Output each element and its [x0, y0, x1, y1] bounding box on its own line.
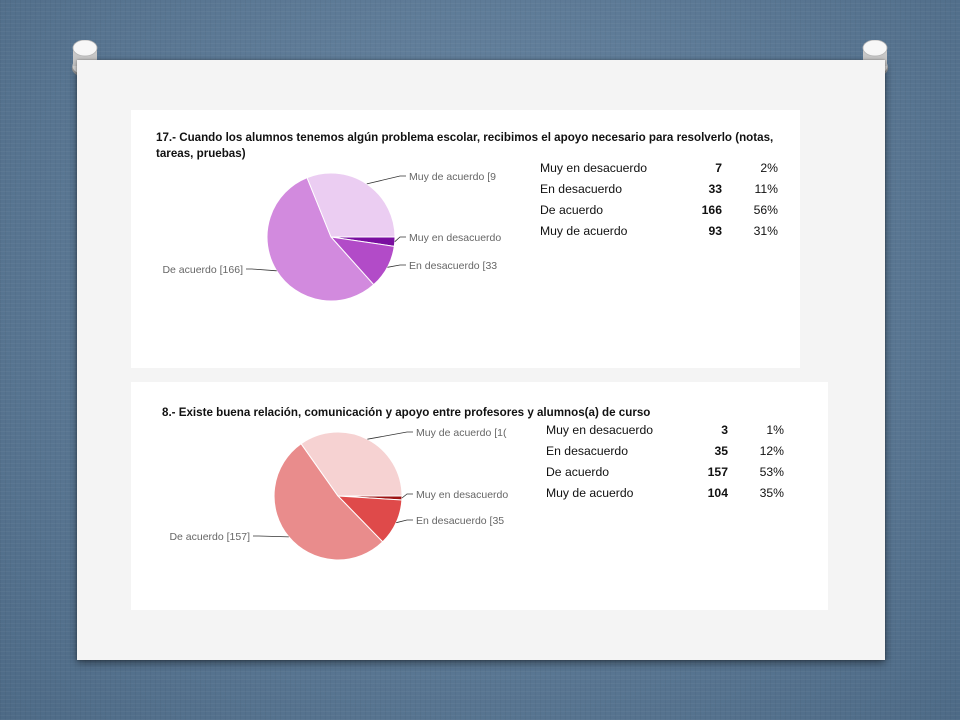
table-row	[546, 440, 784, 461]
response-count: 33	[708, 181, 722, 196]
table-row	[546, 419, 784, 440]
response-count: 157	[707, 464, 728, 479]
response-percent: 31%	[753, 223, 778, 238]
leader-line	[367, 432, 413, 439]
table-row	[546, 482, 784, 503]
response-label: En desacuerdo	[546, 443, 628, 458]
summary-table	[540, 157, 778, 241]
response-percent: 2%	[760, 160, 778, 175]
response-count: 166	[701, 202, 722, 217]
chart-panel	[131, 382, 828, 610]
slice-label: De acuerdo [157]	[169, 531, 250, 543]
chart-title: 17.- Cuando los alumnos tenemos algún problema escolar, recibimos el apoyo necesario para resolverlo (notas, tareas, pruebas)	[156, 131, 774, 160]
slice-label: En desacuerdo [33	[409, 260, 498, 272]
leader-line	[367, 176, 406, 184]
response-count: 104	[707, 485, 728, 500]
table-row	[540, 199, 778, 220]
response-count: 93	[708, 223, 722, 238]
table-row	[540, 157, 778, 178]
summary-table	[546, 419, 784, 503]
response-label: De acuerdo	[546, 464, 610, 479]
leader-line	[387, 265, 406, 267]
response-count: 7	[715, 160, 722, 175]
chart-title: 8.- Existe buena relación, comunicación y apoyo entre profesores y alumnos(a) de curso	[162, 406, 651, 419]
slice-label: Muy de acuerdo [1(	[416, 427, 507, 439]
response-label: Muy en desacuerdo	[540, 160, 648, 175]
pie-chart	[131, 110, 503, 368]
response-label: En desacuerdo	[540, 181, 622, 196]
leader-line	[402, 494, 413, 498]
slice-label: En desacuerdo [35	[416, 515, 505, 527]
response-count: 35	[714, 443, 728, 458]
response-percent: 53%	[759, 464, 784, 479]
response-label: Muy de acuerdo	[546, 485, 634, 500]
response-label: Muy en desacuerdo	[546, 422, 654, 437]
response-label: Muy de acuerdo	[540, 223, 628, 238]
table-row	[546, 461, 784, 482]
leader-line	[396, 520, 413, 523]
response-percent: 11%	[754, 181, 778, 196]
response-percent: 1%	[766, 422, 784, 437]
response-label: De acuerdo	[540, 202, 604, 217]
leader-line	[246, 269, 277, 271]
leader-line	[395, 237, 406, 242]
response-count: 3	[721, 422, 728, 437]
table-row	[540, 220, 778, 241]
slice-label: De acuerdo [166]	[162, 264, 243, 276]
slice-label: Muy en desacuerdo	[416, 489, 509, 501]
slice-label: Muy en desacuerdo	[409, 232, 502, 244]
response-percent: 35%	[759, 485, 784, 500]
chart-panel	[131, 110, 800, 368]
response-percent: 56%	[753, 202, 778, 217]
response-percent: 12%	[759, 443, 784, 458]
table-row	[540, 178, 778, 199]
slice-label: Muy de acuerdo [9	[409, 171, 496, 183]
leader-line	[253, 536, 289, 537]
pie-chart	[131, 382, 509, 610]
slide	[77, 60, 885, 660]
